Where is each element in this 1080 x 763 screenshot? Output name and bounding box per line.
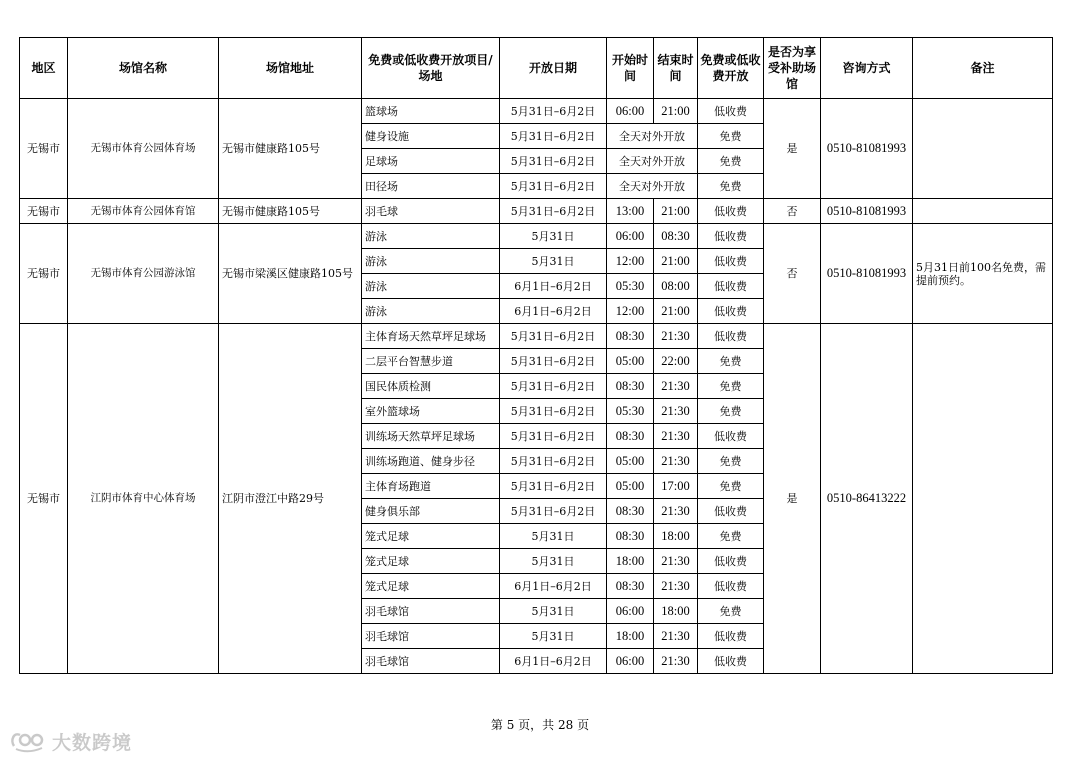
open-item-cell: 游泳 xyxy=(362,224,500,249)
open-item-cell: 主体育场天然草坪足球场 xyxy=(362,324,500,349)
venue-address-cell: 无锡市梁溪区健康路105号 xyxy=(219,224,362,324)
open-item-cell: 室外篮球场 xyxy=(362,399,500,424)
fee-type-cell: 免费 xyxy=(698,524,764,549)
header-contact: 咨询方式 xyxy=(821,38,913,99)
header-note: 备注 xyxy=(913,38,1053,99)
open-date-cell: 5月31日–6月2日 xyxy=(500,149,607,174)
start-time-cell: 08:30 xyxy=(607,499,654,524)
table-header xyxy=(20,38,1053,99)
start-time-cell: 06:00 xyxy=(607,649,654,674)
open-date-cell: 5月31日–6月2日 xyxy=(500,199,607,224)
end-time-cell: 21:30 xyxy=(654,424,698,449)
open-item-cell: 羽毛球馆 xyxy=(362,624,500,649)
end-time-cell: 08:00 xyxy=(654,274,698,299)
start-time-cell: 06:00 xyxy=(607,224,654,249)
header-region: 地区 xyxy=(20,38,68,99)
fee-type-cell: 免费 xyxy=(698,474,764,499)
open-date-cell: 5月31日–6月2日 xyxy=(500,374,607,399)
start-time-cell: 12:00 xyxy=(607,299,654,324)
start-time-cell: 13:00 xyxy=(607,199,654,224)
open-date-cell: 5月31日–6月2日 xyxy=(500,174,607,199)
contact-cell: 0510-81081993 xyxy=(821,224,913,324)
open-date-cell: 5月31日 xyxy=(500,599,607,624)
open-date-cell: 5月31日–6月2日 xyxy=(500,324,607,349)
end-time-cell: 08:30 xyxy=(654,224,698,249)
table-row xyxy=(20,324,1053,349)
venue-name-cell: 无锡市体育公园体育场 xyxy=(68,99,219,199)
fee-type-cell: 低收费 xyxy=(698,224,764,249)
start-time-cell: 06:00 xyxy=(607,599,654,624)
fee-type-cell: 低收费 xyxy=(698,274,764,299)
end-time-cell: 18:00 xyxy=(654,524,698,549)
start-time-cell: 08:30 xyxy=(607,524,654,549)
header-venue-address: 场馆地址 xyxy=(219,38,362,99)
fee-type-cell: 免费 xyxy=(698,599,764,624)
table-row xyxy=(20,199,1053,224)
fee-type-cell: 低收费 xyxy=(698,424,764,449)
end-time-cell: 21:30 xyxy=(654,624,698,649)
open-hours-cell: 全天对外开放 xyxy=(607,124,698,149)
contact-cell: 0510-81081993 xyxy=(821,99,913,199)
open-item-cell: 健身设施 xyxy=(362,124,500,149)
start-time-cell: 08:30 xyxy=(607,424,654,449)
start-time-cell: 05:30 xyxy=(607,399,654,424)
table-row xyxy=(20,224,1053,249)
venue-name-cell: 无锡市体育公园游泳馆 xyxy=(68,224,219,324)
open-item-cell: 健身俱乐部 xyxy=(362,499,500,524)
end-time-cell: 21:00 xyxy=(654,199,698,224)
open-item-cell: 笼式足球 xyxy=(362,549,500,574)
fee-type-cell: 免费 xyxy=(698,399,764,424)
open-date-cell: 5月31日 xyxy=(500,224,607,249)
region-cell: 无锡市 xyxy=(20,99,68,199)
end-time-cell: 21:30 xyxy=(654,374,698,399)
fee-type-cell: 低收费 xyxy=(698,574,764,599)
fee-type-cell: 免费 xyxy=(698,174,764,199)
header-subsidy: 是否为享受补助场馆 xyxy=(764,38,821,99)
start-time-cell: 08:30 xyxy=(607,324,654,349)
start-time-cell: 05:00 xyxy=(607,349,654,374)
start-time-cell: 12:00 xyxy=(607,249,654,274)
venue-table xyxy=(19,37,1053,674)
subsidy-cell: 是 xyxy=(764,99,821,199)
open-date-cell: 5月31日–6月2日 xyxy=(500,349,607,374)
fee-type-cell: 免费 xyxy=(698,149,764,174)
contact-cell: 0510-86413222 xyxy=(821,324,913,674)
open-item-cell: 国民体质检测 xyxy=(362,374,500,399)
open-date-cell: 6月1日–6月2日 xyxy=(500,649,607,674)
open-item-cell: 羽毛球馆 xyxy=(362,649,500,674)
fee-type-cell: 低收费 xyxy=(698,499,764,524)
fee-type-cell: 低收费 xyxy=(698,324,764,349)
start-time-cell: 05:30 xyxy=(607,274,654,299)
end-time-cell: 18:00 xyxy=(654,599,698,624)
fee-type-cell: 免费 xyxy=(698,124,764,149)
watermark xyxy=(8,726,132,756)
start-time-cell: 18:00 xyxy=(607,624,654,649)
venue-address-cell: 无锡市健康路105号 xyxy=(219,99,362,199)
note-cell xyxy=(913,99,1053,199)
open-item-cell: 训练场跑道、健身步径 xyxy=(362,449,500,474)
open-date-cell: 5月31日–6月2日 xyxy=(500,449,607,474)
open-item-cell: 游泳 xyxy=(362,274,500,299)
subsidy-cell: 否 xyxy=(764,224,821,324)
header-open-item: 免费或低收费开放项目/场地 xyxy=(362,38,500,99)
end-time-cell: 21:30 xyxy=(654,324,698,349)
header-fee-type: 免费或低收费开放 xyxy=(698,38,764,99)
open-date-cell: 5月31日 xyxy=(500,249,607,274)
open-hours-cell: 全天对外开放 xyxy=(607,174,698,199)
header-venue-name: 场馆名称 xyxy=(68,38,219,99)
open-date-cell: 6月1日–6月2日 xyxy=(500,274,607,299)
open-date-cell: 5月31日–6月2日 xyxy=(500,399,607,424)
start-time-cell: 08:30 xyxy=(607,374,654,399)
open-item-cell: 游泳 xyxy=(362,249,500,274)
contact-cell: 0510-81081993 xyxy=(821,199,913,224)
open-date-cell: 5月31日 xyxy=(500,624,607,649)
header-end-time: 结束时间 xyxy=(654,38,698,99)
end-time-cell: 17:00 xyxy=(654,474,698,499)
open-date-cell: 5月31日 xyxy=(500,524,607,549)
end-time-cell: 21:30 xyxy=(654,574,698,599)
open-hours-cell: 全天对外开放 xyxy=(607,149,698,174)
open-item-cell: 笼式足球 xyxy=(362,574,500,599)
open-date-cell: 5月31日 xyxy=(500,549,607,574)
start-time-cell: 05:00 xyxy=(607,449,654,474)
region-cell: 无锡市 xyxy=(20,224,68,324)
start-time-cell: 08:30 xyxy=(607,574,654,599)
table-row xyxy=(20,99,1053,124)
open-date-cell: 5月31日–6月2日 xyxy=(500,424,607,449)
start-time-cell: 18:00 xyxy=(607,549,654,574)
watermark-logo-icon xyxy=(8,728,48,754)
fee-type-cell: 低收费 xyxy=(698,99,764,124)
region-cell: 无锡市 xyxy=(20,324,68,674)
venue-address-cell: 江阴市澄江中路29号 xyxy=(219,324,362,674)
open-item-cell: 羽毛球馆 xyxy=(362,599,500,624)
fee-type-cell: 低收费 xyxy=(698,299,764,324)
start-time-cell: 05:00 xyxy=(607,474,654,499)
fee-type-cell: 免费 xyxy=(698,449,764,474)
fee-type-cell: 免费 xyxy=(698,374,764,399)
open-item-cell: 足球场 xyxy=(362,149,500,174)
open-item-cell: 游泳 xyxy=(362,299,500,324)
venue-address-cell: 无锡市健康路105号 xyxy=(219,199,362,224)
fee-type-cell: 免费 xyxy=(698,349,764,374)
venue-name-cell: 江阴市体育中心体育场 xyxy=(68,324,219,674)
venue-name-cell: 无锡市体育公园体育馆 xyxy=(68,199,219,224)
end-time-cell: 21:00 xyxy=(654,99,698,124)
open-item-cell: 主体育场跑道 xyxy=(362,474,500,499)
header-start-time: 开始时间 xyxy=(607,38,654,99)
header-open-date: 开放日期 xyxy=(500,38,607,99)
open-date-cell: 5月31日–6月2日 xyxy=(500,124,607,149)
open-date-cell: 5月31日–6月2日 xyxy=(500,499,607,524)
subsidy-cell: 否 xyxy=(764,199,821,224)
end-time-cell: 21:30 xyxy=(654,549,698,574)
subsidy-cell: 是 xyxy=(764,324,821,674)
fee-type-cell: 低收费 xyxy=(698,249,764,274)
table-body xyxy=(20,99,1053,674)
fee-type-cell: 低收费 xyxy=(698,199,764,224)
end-time-cell: 22:00 xyxy=(654,349,698,374)
open-date-cell: 5月31日–6月2日 xyxy=(500,474,607,499)
open-item-cell: 训练场天然草坪足球场 xyxy=(362,424,500,449)
end-time-cell: 21:30 xyxy=(654,399,698,424)
watermark-text: 大数跨境 xyxy=(52,731,133,754)
open-date-cell: 6月1日–6月2日 xyxy=(500,299,607,324)
note-cell xyxy=(913,324,1053,674)
open-date-cell: 6月1日–6月2日 xyxy=(500,574,607,599)
open-item-cell: 篮球场 xyxy=(362,99,500,124)
open-item-cell: 二层平台智慧步道 xyxy=(362,349,500,374)
open-item-cell: 田径场 xyxy=(362,174,500,199)
fee-type-cell: 低收费 xyxy=(698,649,764,674)
fee-type-cell: 低收费 xyxy=(698,624,764,649)
open-item-cell: 羽毛球 xyxy=(362,199,500,224)
fee-type-cell: 低收费 xyxy=(698,549,764,574)
end-time-cell: 21:00 xyxy=(654,249,698,274)
end-time-cell: 21:30 xyxy=(654,499,698,524)
end-time-cell: 21:30 xyxy=(654,649,698,674)
page-footer: 第 5 页，共 28 页 xyxy=(490,718,590,732)
open-date-cell: 5月31日–6月2日 xyxy=(500,99,607,124)
end-time-cell: 21:00 xyxy=(654,299,698,324)
note-cell xyxy=(913,199,1053,224)
note-cell: 5月31日前100名免费，需提前预约。 xyxy=(913,224,1053,324)
end-time-cell: 21:30 xyxy=(654,449,698,474)
start-time-cell: 06:00 xyxy=(607,99,654,124)
region-cell: 无锡市 xyxy=(20,199,68,224)
open-item-cell: 笼式足球 xyxy=(362,524,500,549)
